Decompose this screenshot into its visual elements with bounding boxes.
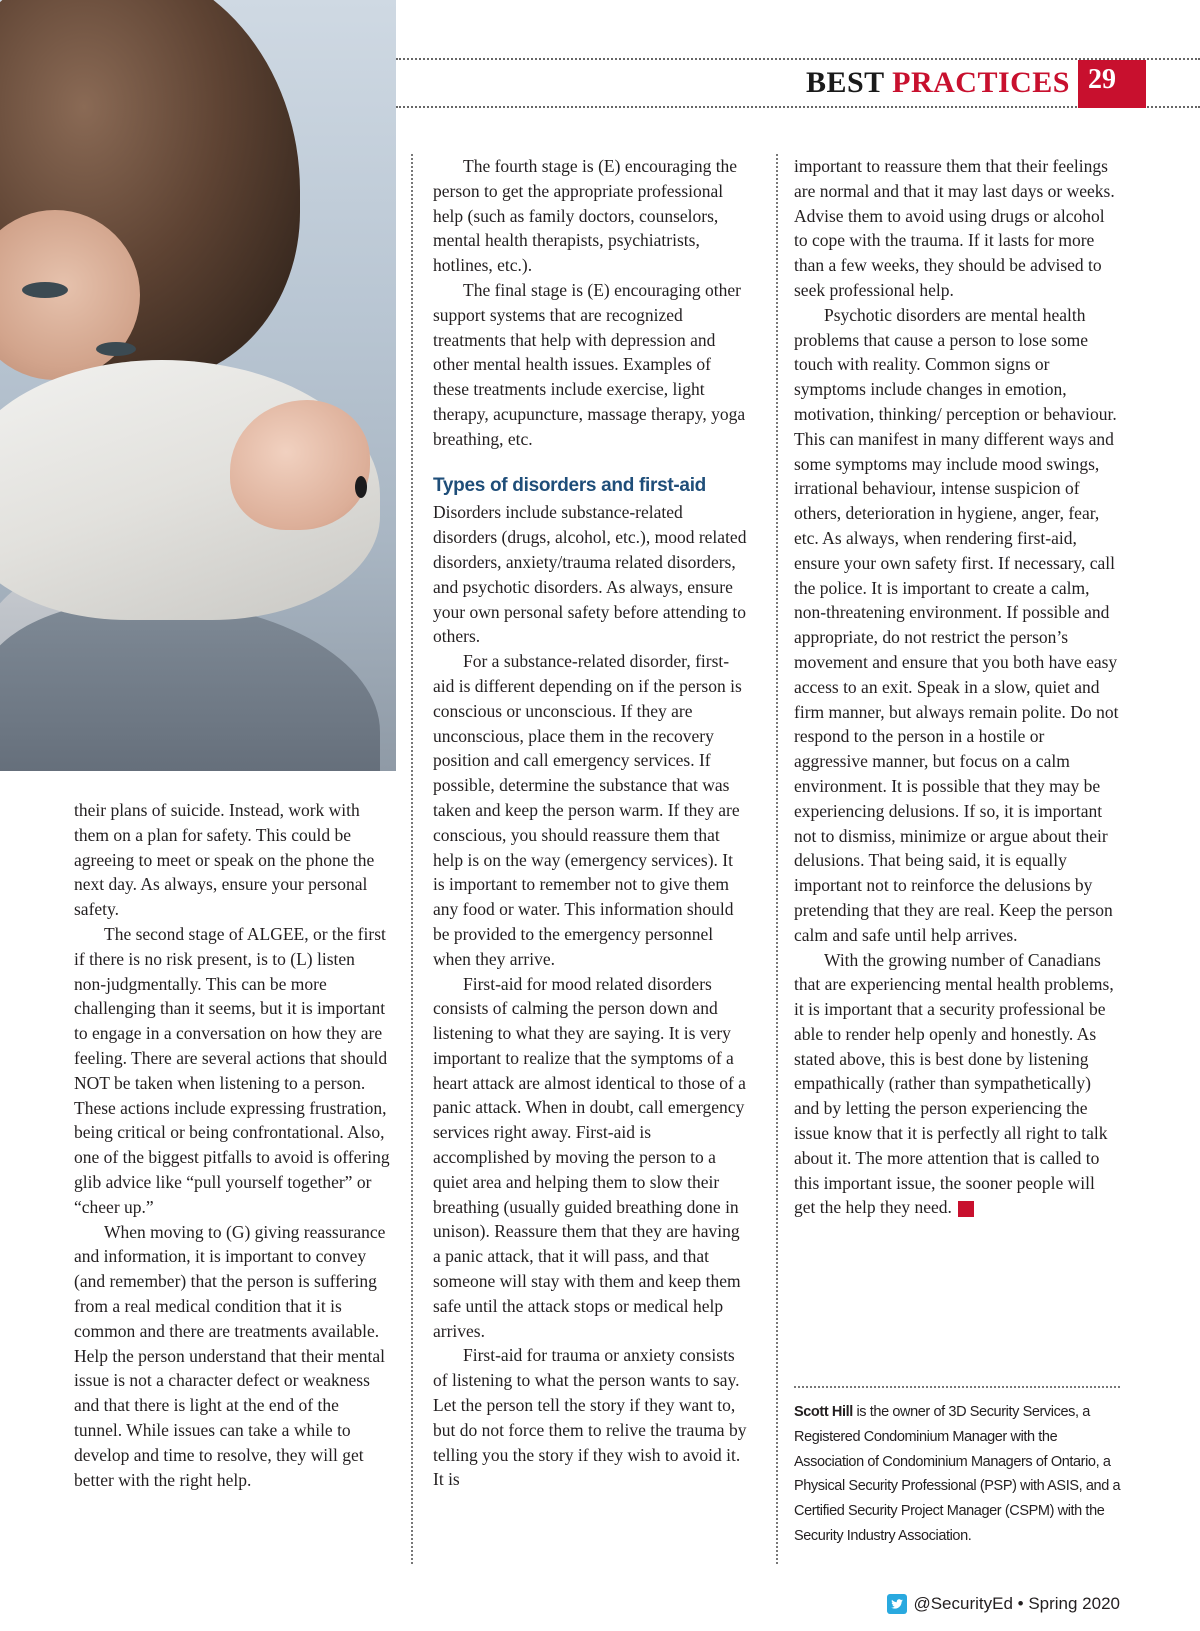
issue-date: Spring 2020 [1028,1594,1120,1613]
paragraph: The second stage of ALGEE, or the first if there is no risk present, is to (L) listen non-judgmentally. This can be more challenging than it seems, but it is important to engage in a conversation on how they are feeling. There are several actions that should NOT be taken when listening to a person. These actions include expressing frustration, being critical or being confrontational. Also, one of the biggest pitfalls to avoid is offering glib advice like “pull yourself together” or “cheer up.” [74,923,390,1217]
bio-rule [794,1386,1120,1388]
paragraph: First-aid for mood related disorders consists of calming the person down and listening to what they are saying. It is very important to realize that the symptoms of a heart attack are almost identical to those of a panic attack. When in doubt, call emergency services right away. First-aid is accomplished by moving the person to a quiet area and helping them to slow their breathing (usually guided breathing done in unison). Reassure them that they are having a panic attack, that it will pass, and that someone will stay with them and keep them safe until the attack stops or medical help arrives. [433,973,746,1341]
paragraph: The fourth stage is (E) encouraging the person to get the appropriate professional help (such as family doctors, counselors, mental health therapists, psychiatrists, hotlines, etc.). [433,156,738,276]
section-title-word2: PRACTICES [892,66,1070,99]
paragraph: The final stage is (E) encouraging other support systems that are recognized treatments that help with depression and other mental health issues. Examples of these treatments include exercise, light therapy, acupuncture, massage therapy, yoga breathing, etc. [433,279,746,449]
photo-nail [355,476,367,498]
twitter-handle: @SecurityEd [913,1594,1013,1613]
column-2 [433,154,749,1492]
section-title-word1: BEST [805,66,885,99]
subheading: Types of disorders and first-aid [433,474,706,496]
paragraph: their plans of suicide. Instead, work with them on a plan for safety. This could be agreeing to meet or speak on the phone the next day. As always, ensure your personal safety. [74,800,375,920]
footer-separator: • [1012,1594,1029,1613]
photo-eye [96,342,136,356]
author-bio-text: is the owner of 3D Security Services, a Registered Condominium Manager with the Association of Condominium Managers of Ontario, a Physical Security Professional (PSP) with ASIS, and a Certified Security Project Manager (CSPM) with the Security Industry Association. [794,1404,1121,1544]
section-title [806,66,1070,100]
column-3 [794,154,1120,1220]
end-mark-icon: CS [958,1201,974,1217]
twitter-icon [887,1594,907,1614]
paragraph: For a substance-related disorder, first-aid is different depending on if the person is conscious or unconscious. If they are unconscious, place them in the recovery position and call emergency services. If possible, determine the substance that was taken and keep the person warm. If they are conscious, you should reassure them that help is on the way (emergency services). It is important to remember not to give them any food or water. This information should be provided to the emergency personnel when they arrive. [433,651,742,969]
photo-eye [22,282,68,298]
column-1 [74,798,390,1492]
page-number: 29 [1078,60,1146,108]
photo-knee [0,600,380,771]
column-divider [411,154,413,1564]
footer [887,1594,1120,1614]
paragraph [794,948,1120,1221]
author-bio [794,1400,1124,1549]
last-paragraph-text: With the growing number of Canadians that are experiencing mental health problems, it is important that a security professional be able to render help openly and honestly. As stated above, this is best done by listening empathically (rather than sympathetically) and by letting the person experiencing the issue know that it is perfectly all right to talk about it. The more attention that is called to this important issue, the sooner people will get the help they need. [794,949,1114,1218]
article-photo [0,0,396,771]
paragraph: Psychotic disorders are mental health problems that cause a person to lose some touch with reality. Common signs or symptoms include changes in emotion, motivation, thinking/ perception or behaviour. This can manifest in many different ways and some symptoms may include mood swings, irrational behaviour, intense suspicion of others, deterioration in hygiene, anger, fear, etc. As always, when rendering first-aid, ensure your own safety first. If necessary, call the police. It is important to create a calm, non-threatening environment. If possible and appropriate, do not restrict the person’s movement and ensure that you both have easy access to an exit. Speak in a slow, quiet and firm manner, but always remain polite. Do not respond to the person in a hostile or aggressive manner, but focus on a calm environment. It is possible that they may be experiencing delusions. If so, it is important not to dismiss, minimize or argue about their delusions. That being said, it is equally important not to reinforce the delusions by pretending that they are real. Keep the person calm and safe until help arrives. [794,304,1119,945]
paragraph: When moving to (G) giving reassurance and information, it is important to convey (and remember) that the person is suffering from a real medical condition that it is common and there are treatments available. Help the person understand that their mental issue is not a character defect or weakness and that there is light at the end of the tunnel. While issues can take a while to develop and time to resolve, they will get better with the right help. [74,1221,386,1490]
paragraph: important to reassure them that their feelings are normal and that it may last days or weeks. Advise them to avoid using drugs or alcohol to cope with the trauma. If it lasts for more than a few weeks, they should be advised to seek professional help. [794,156,1115,300]
author-name: Scott Hill [794,1404,853,1420]
paragraph: First-aid for trauma or anxiety consists of listening to what the person wants to say. Let the person tell the story if they want to, but do not force them to relive the trauma by telling you the story if they wish to avoid it. It is [433,1345,747,1490]
column-divider [776,154,778,1564]
paragraph: Disorders include substance-related disorders (drugs, alcohol, etc.), mood related disorders, anxiety/trauma related disorders, and psychotic disorders. As always, ensure your own personal safety before attending to others. [433,502,747,647]
